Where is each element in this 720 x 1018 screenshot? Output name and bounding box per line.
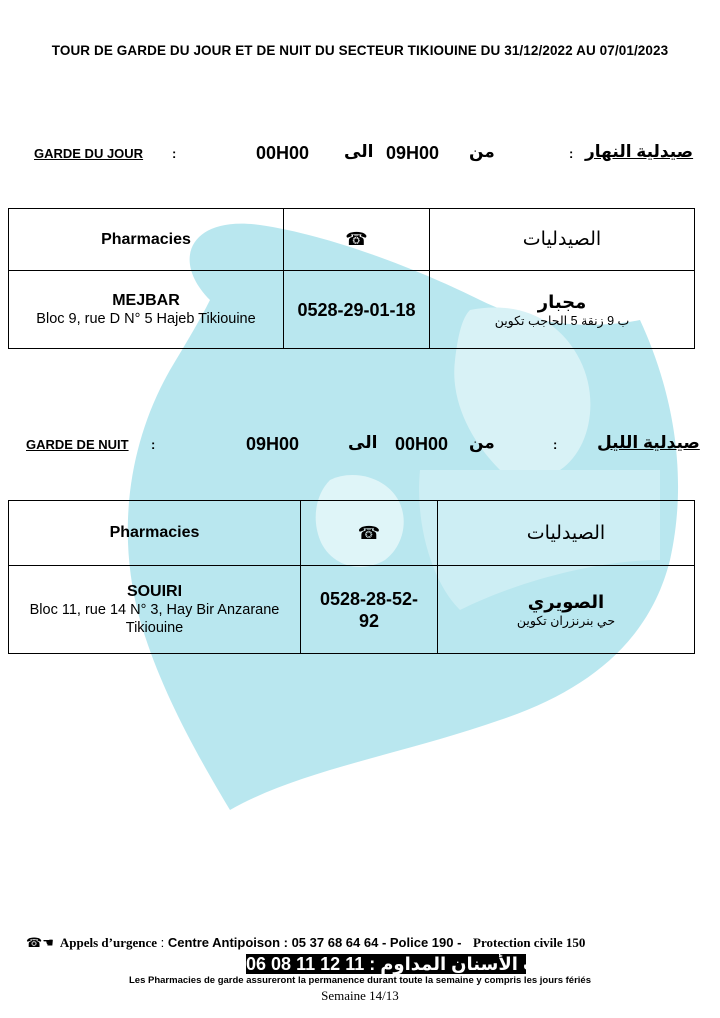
telephone-icon: ☎ (345, 229, 368, 249)
day-label-fr: GARDE DU JOUR (34, 146, 144, 161)
header-pharmacies-ar-label: الصيدليات (522, 229, 602, 250)
pharmacy-name-ar: الصويري (527, 591, 605, 612)
table-header-row (9, 501, 695, 566)
night-pharmacy-table (8, 500, 695, 654)
day-colon-fr: : (172, 146, 177, 161)
emergency-numbers: Centre Antipoison : 05 37 68 64 64 - Police 190 - (167, 935, 466, 950)
day-ila-ar: الى (344, 142, 374, 161)
night-shift-header (0, 433, 720, 459)
document-title: TOUR DE GARDE DU JOUR ET DE NUIT DU SECTEUR TIKIOUINE DU 31/12/2022 AU 07/01/2023 (51, 43, 669, 58)
night-ila-ar: الى (348, 433, 378, 452)
header-pharmacies-ar (430, 209, 695, 271)
header-pharmacies-ar (438, 501, 695, 566)
permanence-note: Les Pharmacies de garde assureront la permanence durant toute la semaine y compris les jours fériés (129, 975, 591, 986)
pharmacy-fr-cell (9, 566, 301, 654)
pharmacy-name-fr: SOUIRI (126, 582, 183, 600)
header-pharmacies (9, 209, 284, 271)
header-phone (301, 501, 438, 566)
pharmacy-name-fr: MEJBAR (112, 291, 180, 309)
pharmacy-name-ar: مجبار (537, 291, 587, 312)
header-pharmacies-label: Pharmacies (101, 230, 191, 248)
emergency-calls-label: Appels d’urgence (59, 935, 157, 950)
night-label-ar: صيدلية الليل (597, 433, 700, 452)
day-min-ar: من (469, 142, 495, 161)
day-colon-ar: : (569, 146, 574, 161)
pharmacy-phone: 0528-28-52-92 (319, 588, 419, 631)
emergency-calls-colon: : (157, 935, 168, 950)
table-row (9, 271, 695, 349)
night-min-ar: من (469, 433, 495, 452)
pharmacy-phone-cell (284, 271, 430, 349)
pharmacy-fr-cell (9, 271, 284, 349)
night-colon-fr: : (151, 437, 156, 452)
day-label-ar: صيدلية النهار (585, 142, 694, 161)
pharmacy-phone: 0528-29-01-18 (297, 299, 416, 320)
day-pharmacy-table (8, 208, 695, 349)
night-time-end: 00H00 (395, 434, 449, 454)
night-colon-ar: : (553, 437, 558, 452)
pharmacy-address-ar: حي بنرنزران تكوين (516, 613, 616, 628)
header-pharmacies-ar-label: الصيدليات (526, 522, 606, 544)
pharmacy-address-fr: Bloc 11, rue 14 N° 3, Hay Bir Anzarane Tikiouine (29, 601, 280, 636)
table-header-row (9, 209, 695, 271)
day-time-start: 00H00 (256, 143, 310, 163)
protection-civile: Protection civile 150 (473, 935, 586, 950)
pharmacy-ar-cell (438, 566, 695, 654)
pharmacy-address-ar: ب 9 زنقة 5 الحاجب تكوين (494, 313, 630, 328)
night-time-start: 09H00 (246, 434, 300, 454)
telephone-hand-icon: ☎☚ (26, 935, 54, 950)
table-row (9, 566, 695, 654)
pharmacy-ar-cell (430, 271, 695, 349)
header-phone (284, 209, 430, 271)
header-pharmacies-label: Pharmacies (109, 524, 200, 541)
telephone-icon: ☎ (357, 522, 381, 543)
day-shift-header (0, 142, 720, 168)
header-pharmacies (9, 501, 301, 566)
week-number: Semaine 14/13 (321, 988, 399, 1003)
dentist-on-duty-banner: طبيب الأسنان المداوم : 11 12 11 08 06 (246, 954, 574, 974)
emergency-calls-line (26, 935, 585, 951)
pharmacy-phone-cell (301, 566, 438, 654)
night-label-fr: GARDE DE NUIT (26, 437, 129, 452)
day-time-end: 09H00 (386, 143, 440, 163)
pharmacy-address-fr: Bloc 9, rue D N° 5 Hajeb Tikiouine (36, 310, 256, 327)
